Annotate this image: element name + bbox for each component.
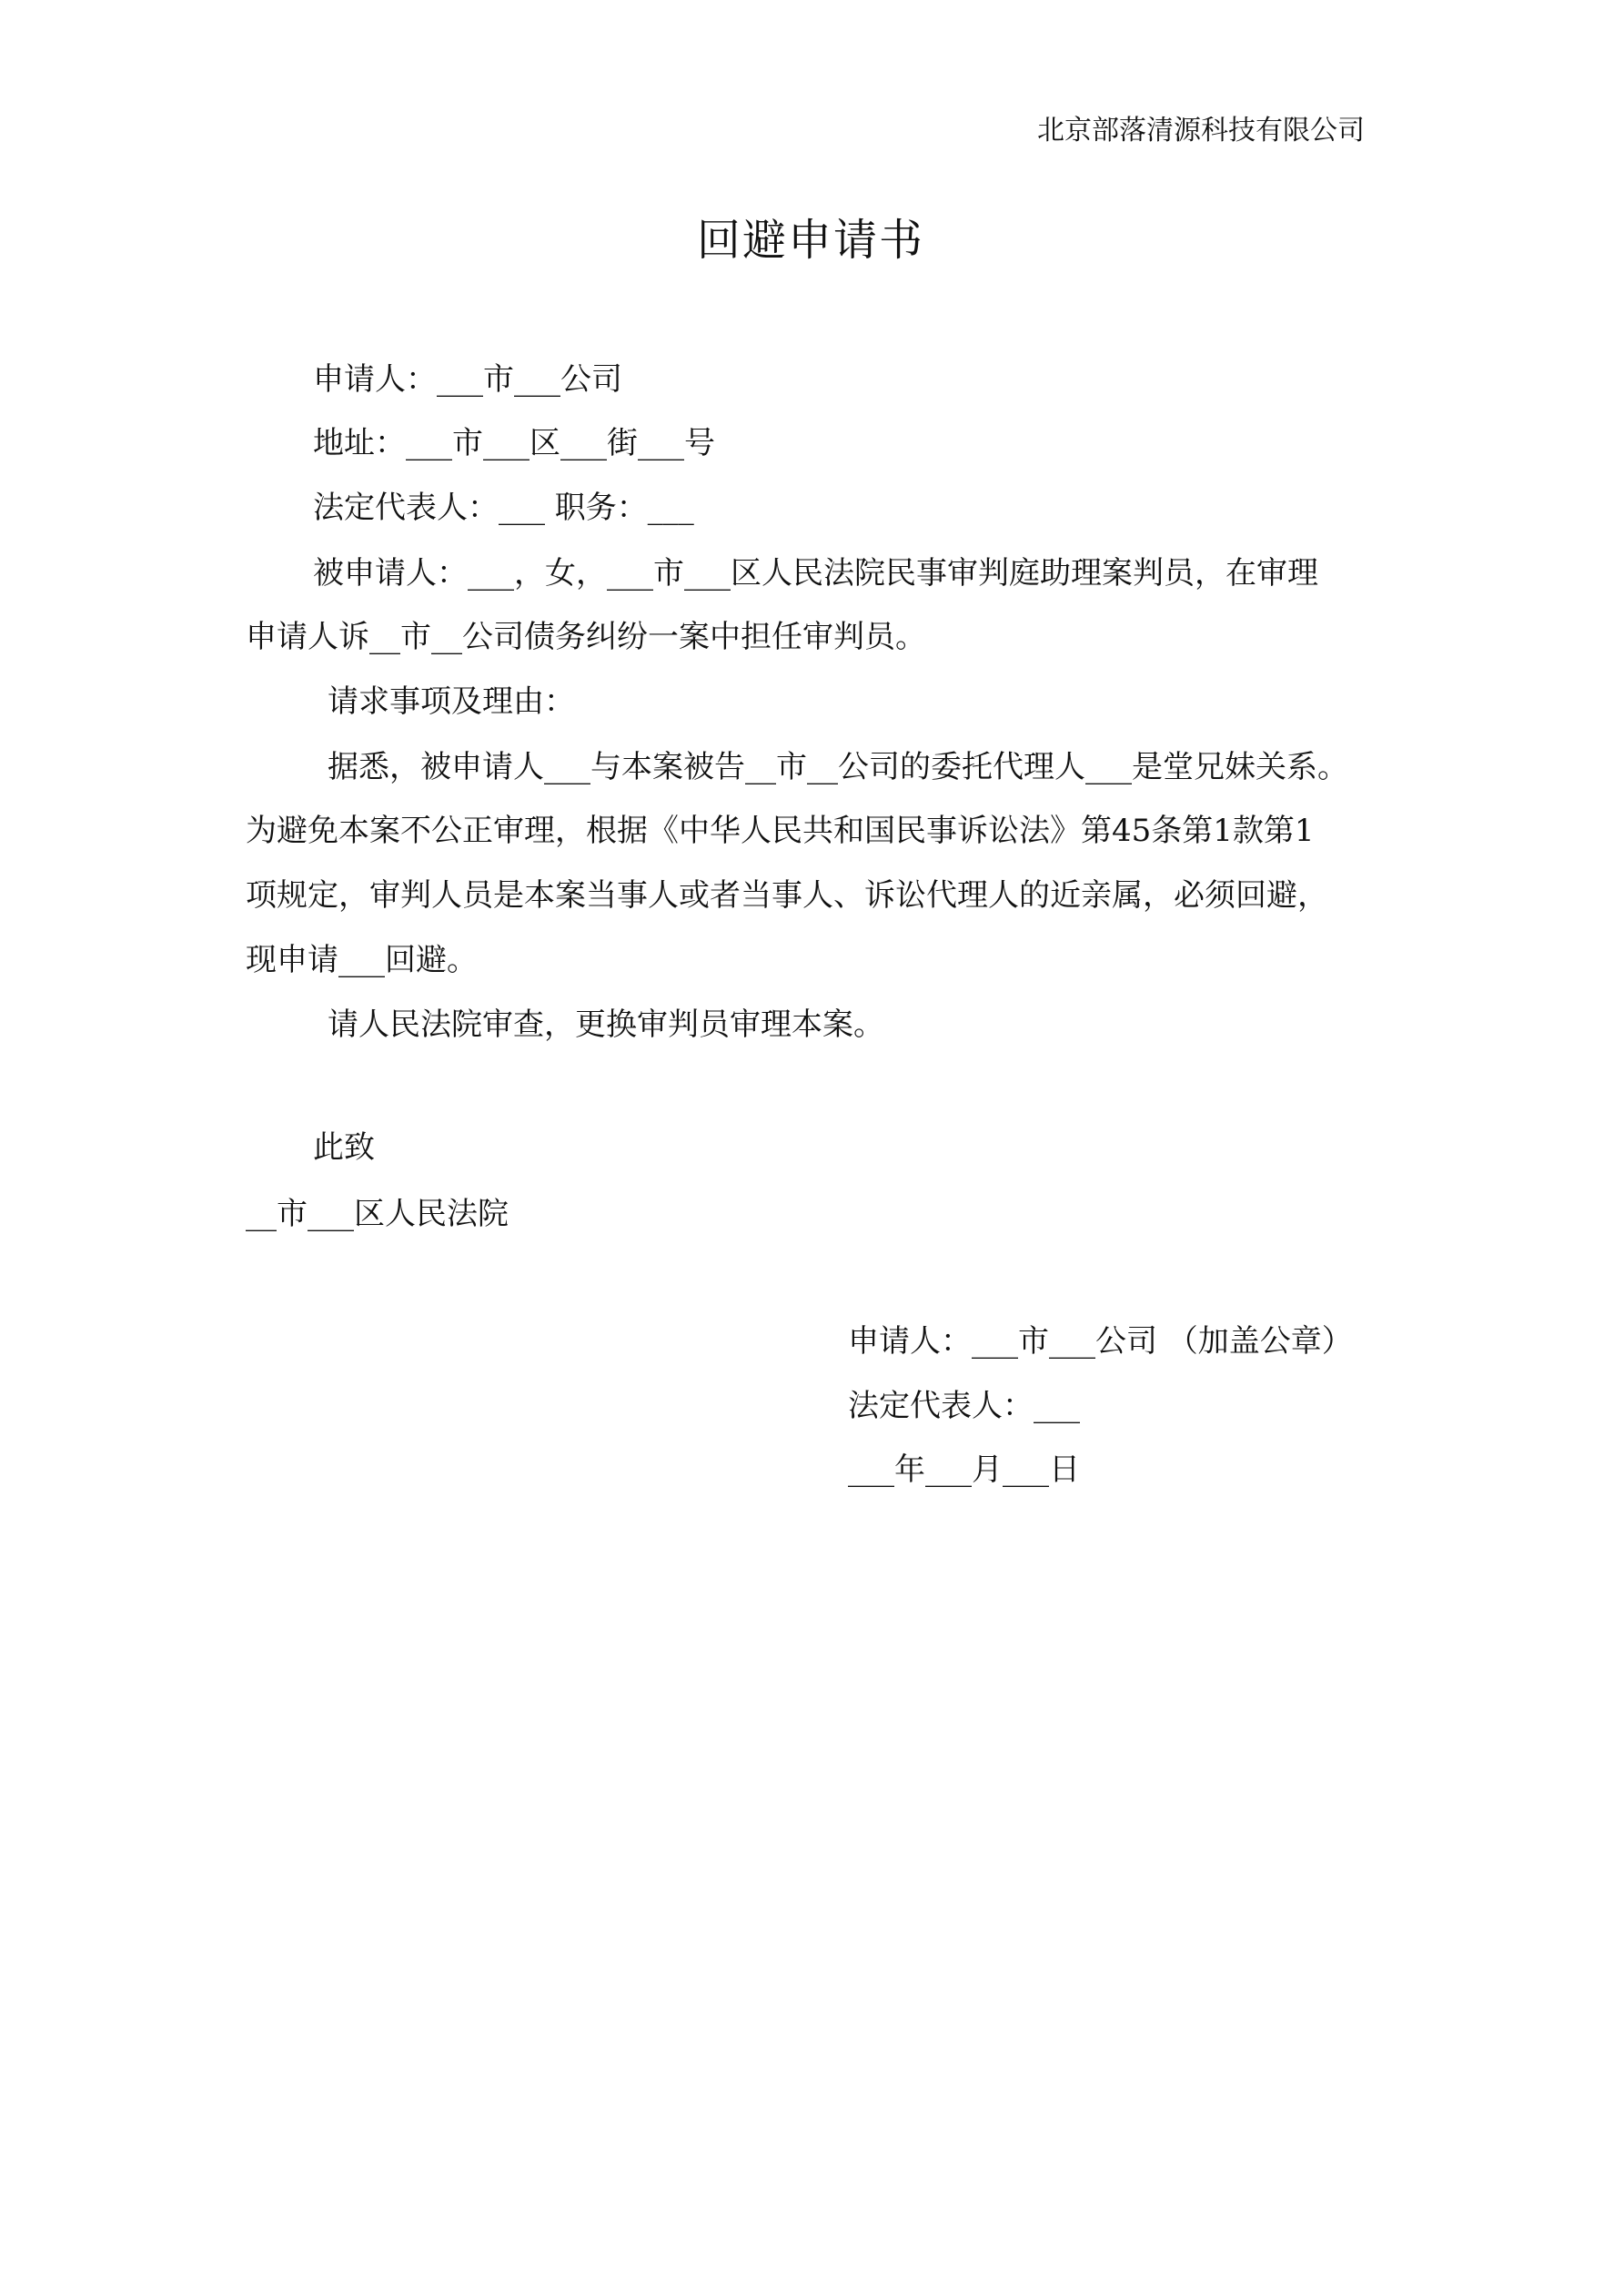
salutation: 此致 (313, 1129, 375, 1166)
address-line: 地址：___市___区___街___号 (313, 425, 715, 461)
court-name: __市___区人民法院 (246, 1196, 509, 1232)
reason-line-3: 项规定，审判人员是本案当事人或者当事人、诉讼代理人的近亲属，必须回避， (246, 877, 1328, 914)
signature-legal-rep: 法定代表人：___ (848, 1388, 1080, 1424)
applicant-line: 申请人：___市___公司 (313, 361, 622, 398)
reason-line-2: 为避免本案不公正审理，根据《中华人民共和国民事诉讼法》第45条第1款第1 (246, 813, 1315, 849)
legal-rep-line: 法定代表人：___ 职务：___ (313, 490, 694, 526)
request-line: 请人民法院审查，更换审判员审理本案。 (328, 1006, 884, 1043)
signature-applicant: 申请人：___市___公司 （加盖公章） (848, 1323, 1353, 1360)
claims-heading: 请求事项及理由： (328, 683, 575, 720)
respondent-line-1: 被申请人：___，女，___市___区人民法院民事审判庭助理案判员，在审理 (313, 555, 1318, 592)
signature-date: ___年___月___日 (848, 1451, 1080, 1488)
reason-line-4: 现申请___回避。 (246, 942, 478, 978)
reason-line-1: 据悉，被申请人___与本案被告__市__公司的委托代理人___是堂兄妹关系。 (328, 749, 1348, 785)
document-title: 回避申请书 (697, 215, 925, 266)
header-company-name: 北京部落清源科技有限公司 (1037, 115, 1365, 147)
respondent-line-2: 申请人诉__市__公司债务纠纷一案中担任审判员。 (246, 619, 926, 655)
